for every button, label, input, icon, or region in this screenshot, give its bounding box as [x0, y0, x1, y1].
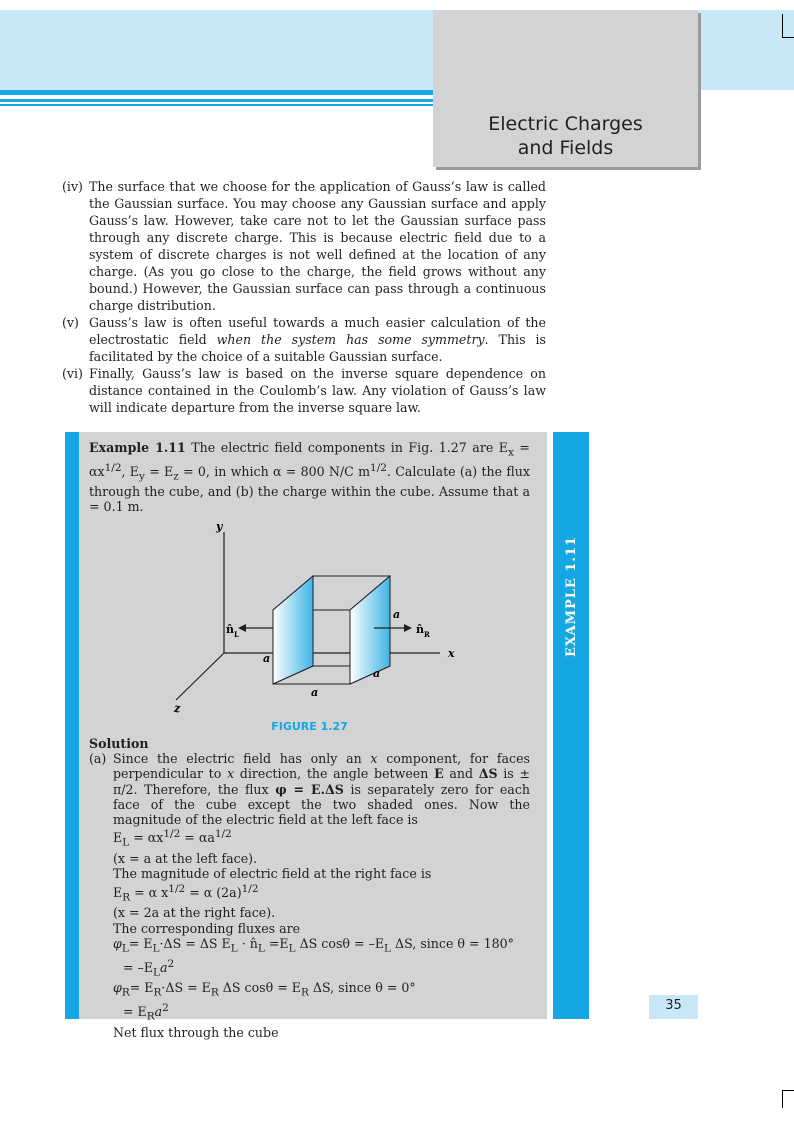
svg-text:n̂: n̂ [416, 623, 424, 636]
svg-text:z: z [174, 702, 181, 715]
header-stripe [0, 99, 434, 102]
example-left-bar [65, 432, 79, 1019]
list-item: (iv) The surface that we choose for the application of Gauss’s law is called the Gaussian surface. You may choose any Gaussian surface and apply Gauss’s law. However, take care not to let the Gaussian surface pass through any discrete charge. This is because electric field due to a system of discrete charges is not well defined at the location of any charge. (As you go close to the charge, the field grows without any bound.) However, the Gaussian surface can pass through a continuous charge distribution. [62, 179, 546, 313]
crop-mark [782, 37, 794, 38]
cube-figure [160, 520, 470, 715]
svg-text:y: y [216, 520, 223, 533]
solution: Solution (a) Since the electric field has only an x component, for faces perpendicular to x direction, the angle between E and ΔS is ± π/2. Therefore, the flux φ = E.ΔS is separately zero for each face of the cube except the two shaded ones. Now the magnitude of the electric field at the left face is $E_L = \alpha x^{1/2} = \alpha a^{1/2}$ (x = a at the left face). The magnitude of electric field at the right face is $E_R = \alpha$ $x^{1/2} = \alpha$ $(2a)^{1/2}$ (x = 2a at the right face). The corresponding fluxes are $\varphi_L= E_L\cdot\Delta S = \Delta S$ $E_L$ · $n̂_L =E_L$ ΔS $\cos\theta = -E_L$ ΔS, since θ = 180° = $-E_La^2$ $\varphi_R= E_R\cdot\Delta S = E_R$ ΔS $\cos\theta = E_R$ ΔS, since θ = 0° = $E_Ra^2$ Net flux through the cube [89, 736, 530, 1041]
example-intro: Example 1.11 The electric field components in Fig. 1.27 are $E_x = \alpha x^{1/2}$, $E_y = E_z = 0$, in which α = 800 N/C $m^{1/2}$. Calculate (a) the flux through the cube, and (b) the charge within the cube. Assume that a = 0.1 m. [89, 440, 530, 515]
svg-text:R: R [424, 630, 430, 639]
crop-mark [782, 1090, 794, 1091]
svg-text:a: a [393, 608, 401, 621]
svg-text:L: L [234, 630, 239, 639]
svg-text:x: x [448, 647, 455, 660]
list-item: (vi) Finally, Gauss’s law is based on the inverse square dependence on distance contained in the Coulomb’s law. Any violation of Gauss’s law will indicate departure from the inverse square law. [62, 366, 546, 415]
svg-text:n̂: n̂ [226, 623, 234, 636]
crop-mark [782, 14, 783, 38]
chapter-title: Electric Charges and Fields [488, 113, 643, 159]
figure-caption: FIGURE 1.27 [271, 720, 348, 733]
points-list [62, 178, 546, 416]
left-shaded-face [273, 576, 313, 684]
svg-text:a: a [263, 652, 271, 665]
page-number: 35 [665, 998, 682, 1013]
z-axis [176, 653, 224, 700]
crop-mark [782, 1090, 783, 1108]
header-stripe [0, 104, 434, 106]
list-item: (v) Gauss’s law is often useful towards a much easier calculation of the electrostatic field when the system has some symmetry. This is facilitated by the choice of a suitable Gaussian surface. [62, 315, 546, 364]
example-side-label: EXAMPLE 1.11 [563, 536, 579, 658]
svg-text:a: a [373, 667, 381, 680]
header-stripe [0, 90, 434, 95]
svg-text:a: a [311, 686, 319, 699]
right-shaded-face [350, 576, 390, 684]
